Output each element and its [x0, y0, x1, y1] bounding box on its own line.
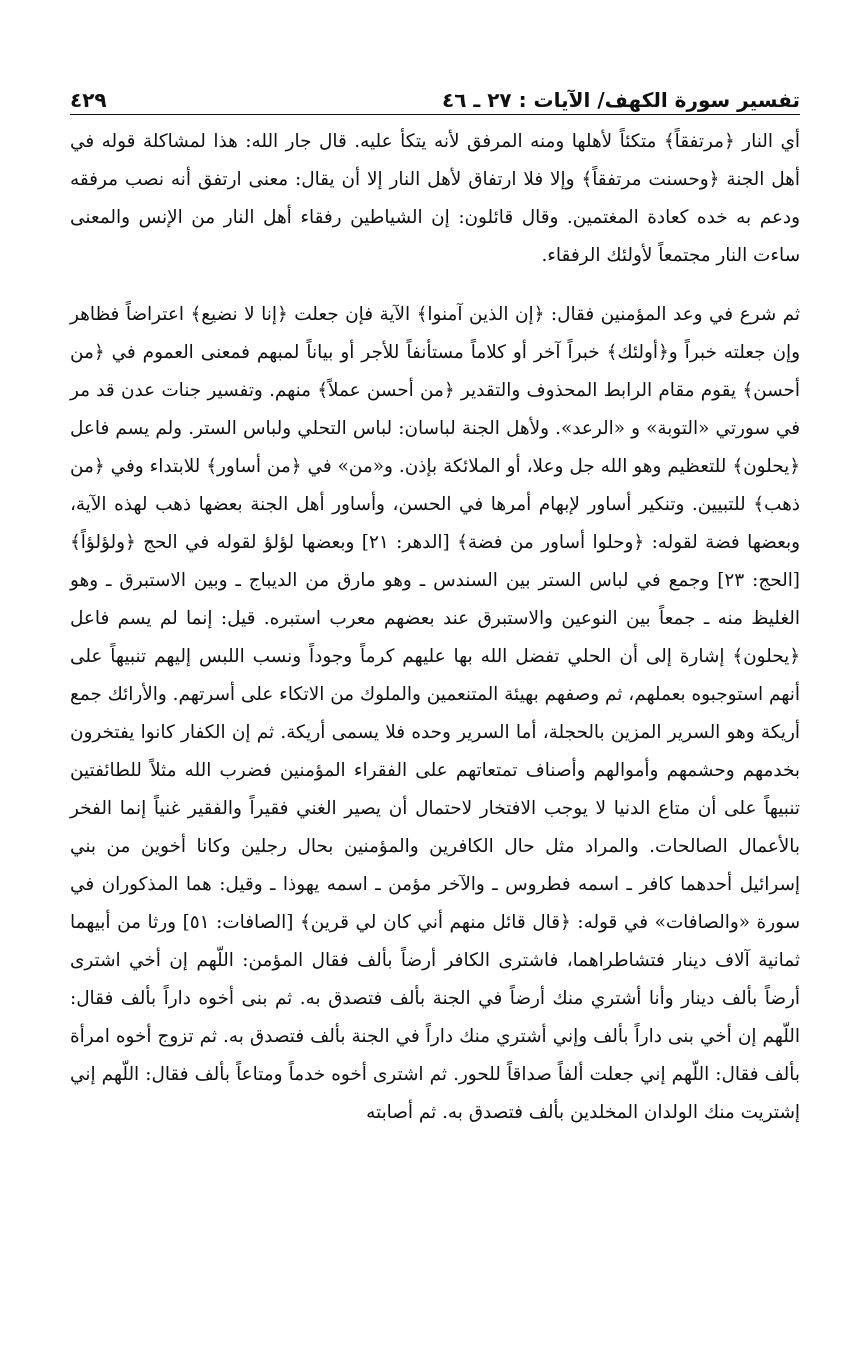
paragraph-2: ثم شرع في وعد المؤمنين فقال: ﴿إن الذين آمنوا﴾ الآية فإن جعلت ﴿إنا لا نضيع﴾ اعتراضاً فظاهر وإن جعلته خبراً و﴿أولئك﴾ خبراً آخر أو كلاماً مستأنفاً للأجر أو بياناً لمبهم فمعنى العموم في ﴿من أحسن﴾ يقوم مقام الرابط المحذوف والتقدير ﴿من أحسن عملاً﴾ منهم. وتفسير جنات عدن قد مر في سورتي «التوبة» و «الرعد». ولأهل الجنة لباسان: لباس التحلي ولباس الستر. ولم يسم فاعل ﴿يحلون﴾ للتعظيم وهو الله جل وعلا، أو الملائكة بإذن. و«من» في ﴿من أساور﴾ للابتداء وفي ﴿من ذهب﴾ للتبيين. وتنكير أساور لإبهام أمرها في الحسن، وأساور أهل الجنة بعضها ذهب لهذه الآية، وبعضها فضة لقوله: ﴿وحلوا أساور من فضة﴾ [الدهر: ٢١] وبعضها لؤلؤ لقوله في الحج ﴿ولؤلؤاً﴾ [الحج: ٢٣] وجمع في لباس الستر بين السندس ـ وهو مارق من الديباج ـ وبين الاستبرق ـ وهو الغليظ منه ـ جمعاً بين النوعين والاستبرق عند بعضهم معرب استبره. قيل: إنما لم يسم فاعل ﴿يحلون﴾ إشارة إلى أن الحلي تفضل الله بها عليهم كرماً وجوداً ونسب اللبس إليهم تنبيهاً على أنهم استوجبوه بعملهم، ثم وصفهم بهيئة المتنعمين والملوك من الاتكاء على أسرتهم. والأرائك جمع أريكة وهو السرير المزين بالحجلة، أما السرير وحده فلا يسمى أريكة. ثم إن الكفار كانوا يفتخرون بخدمهم وحشمهم وأموالهم وأصناف تمتعاتهم على الفقراء المؤمنين فضرب الله مثلاً للطائفتين تنبيهاً على أن متاع الدنيا لا يوجب الافتخار لاحتمال أن يصير الغني فقيراً والفقير غنياً إنما الفخر بالأعمال الصالحات. والمراد مثل حال الكافرين والمؤمنين بحال رجلين وكانا أخوين من بني إسرائيل أحدهما كافر ـ اسمه فطروس ـ والآخر مؤمن ـ اسمه يهوذا ـ وقيل: هما المذكوران في سورة «والصافات» في قوله: ﴿قال قائل منهم أني كان لي قرين﴾ [الصافات: ٥١] ورثا من أبيهما ثمانية آلاف دينار فتشاطراهما، فاشترى الكافر أرضاً بألف فقال المؤمن: اللّهم إن أخي اشترى أرضاً بألف دينار وأنا أشتري منك أرضاً في الجنة بألف فتصدق به. ثم بنى أخوه داراً بألف فقال: اللّهم إن أخي بنى داراً بألف وإني أشتري منك داراً في الجنة بألف فتصدق به. ثم تزوج أخوه امرأة بألف فقال: اللّهم إني جعلت ألفاً صداقاً للحور. ثم اشترى أخوه خدماً ومتاعاً بألف فقال: اللّهم إني إشتريت منك الولدان المخلدين بألف فتصدق به. ثم أصابته: [70, 304, 800, 1123]
running-header: [70, 78, 800, 115]
page-number: ٤٢٩: [70, 88, 107, 112]
header-title: تفسير سورة الكهف/ الآيات : ٢٧ ـ ٤٦: [442, 88, 800, 112]
book-page: [70, 78, 800, 1132]
body-text: [70, 123, 800, 1132]
paragraph-1: أي النار ﴿مرتفقاً﴾ متكئاً لأهلها ومنه المرفق لأنه يتكأ عليه. قال جار الله: هذا لمشاكلة قوله في أهل الجنة ﴿وحسنت مرتفقاً﴾ وإلا فلا ارتفاق لأهل النار إلا أن يقال: معنى ارتفق أنه نصب مرفقه ودعم به خده كعادة المغتمين. وقال قائلون: إن الشياطين رفقاء أهل النار من الإنس والمعنى ساءت النار مجتمعاً لأولئك الرفقاء.: [70, 131, 800, 266]
